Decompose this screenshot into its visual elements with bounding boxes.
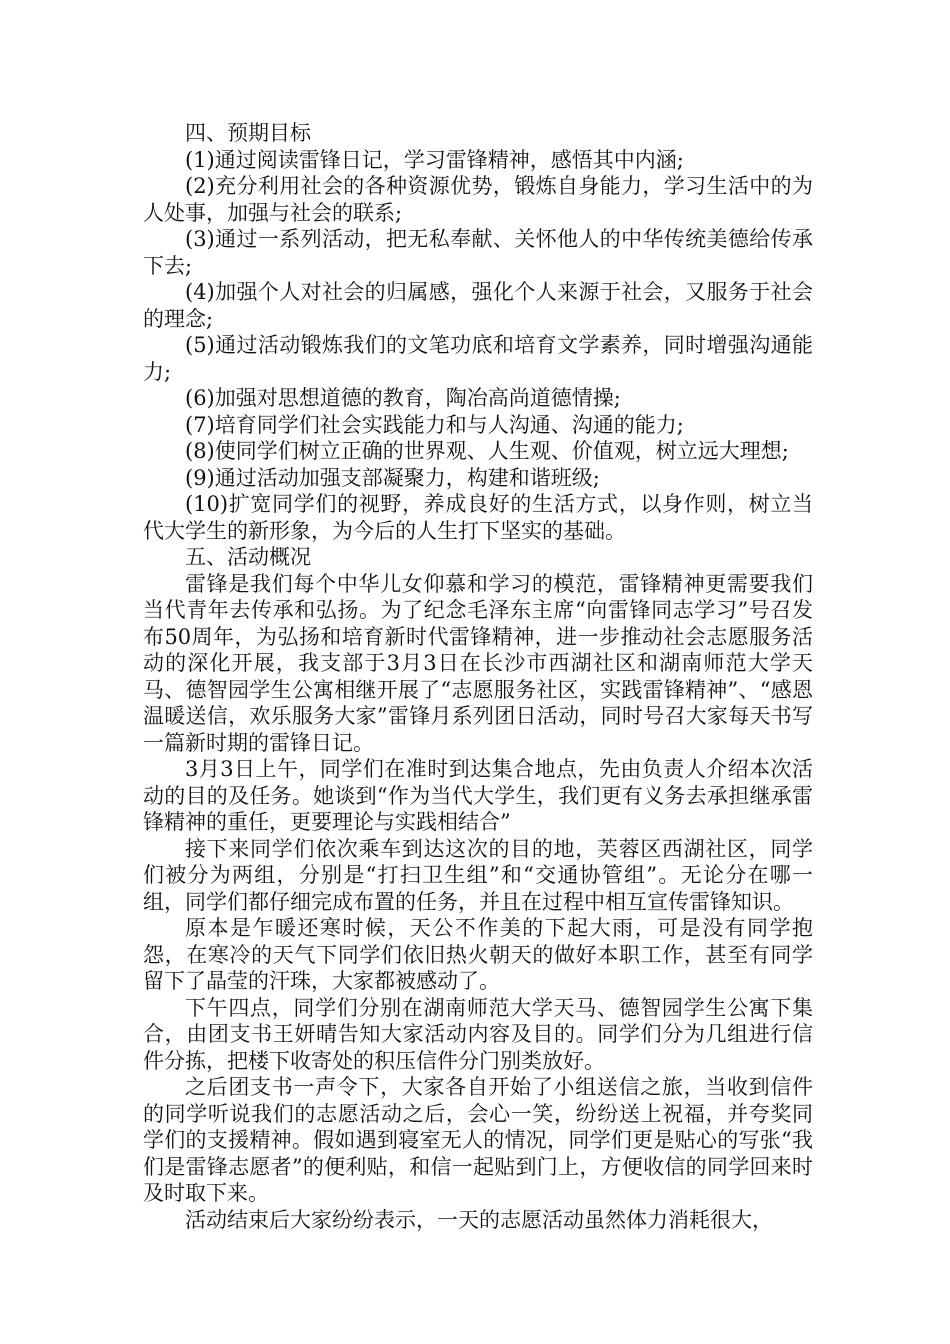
goal-item-5: (5)通过活动锻炼我们的文笔功底和培育文学素养，同时增强沟通能力; — [143, 333, 813, 384]
overview-paragraph-2: 3月3日上午，同学们在准时到达集合地点，先由负责人介绍本次活动的目的及任务。她谈到“作为当代大学生，我们更有义务去承担继承雷锋精神的重任，更要理论与实践相结合” — [143, 757, 813, 834]
goal-item-8: (8)使同学们树立正确的世界观、人生观、价值观，树立远大理想; — [185, 439, 789, 463]
overview-paragraph-3: 接下来同学们依次乘车到达这次的目的地，芙蓉区西湖社区，同学们被分为两组，分别是“打扫卫生组”和“交通协管组”。无论分在哪一组，同学们都仔细完成布置的任务，并且在过程中相互宣传雷锋知识。 — [143, 836, 813, 914]
section-heading-goals: 四、预期目标 — [185, 121, 311, 145]
goal-item-2: (2)充分利用社会的各种资源优势，锻炼自身能力，学习生活中的为人处事，加强与社会的联系; — [143, 174, 813, 225]
section-heading-overview: 五、活动概况 — [185, 545, 311, 569]
goal-item-10: (10)扩宽同学们的视野，养成良好的生活方式，以身作则，树立当代大学生的新形象，为今后的人生打下坚实的基础。 — [143, 492, 813, 543]
overview-paragraph-6: 之后团支书一声令下，大家各自开始了小组送信之旅，当收到信件的同学听说我们的志愿活动之后，会心一笑，纷纷送上祝福，并夸奖同学们的支援精神。假如遇到寝室无人的情况，同学们更是贴心的写张“我们是雷锋志愿者”的便利贴，和信一起贴到门上，方便收信的同学回来时及时取下来。 — [143, 1075, 813, 1205]
goal-item-6: (6)加强对思想道德的教育，陶冶高尚道德情操; — [185, 386, 621, 410]
overview-paragraph-4: 原本是乍暖还寒时候，天公不作美的下起大雨，可是没有同学抱怨，在寒冷的天气下同学们依旧热火朝天的做好本职工作，甚至有同学留下了晶莹的汗珠，大家都被感动了。 — [143, 916, 813, 993]
goal-item-9: (9)通过活动加强支部凝聚力，构建和谐班级; — [185, 465, 600, 490]
goal-item-1: (1)通过阅读雷锋日记，学习雷锋精神，感悟其中内涵; — [185, 147, 684, 172]
overview-paragraph-7: 活动结束后大家纷纷表示，一天的志愿活动虽然体力消耗很大， — [185, 1207, 773, 1232]
overview-paragraph-5: 下午四点，同学们分别在湖南师范大学天马、德智园学生公寓下集合，由团支书王妍晴告知大家活动内容及目的。同学们分为几组进行信件分拣，把楼下收寄处的积压信件分门别类放好。 — [143, 995, 813, 1073]
overview-paragraph-1: 雷锋是我们每个中华儿女仰慕和学习的模范，雷锋精神更需要我们当代青年去传承和弘扬。为了纪念毛泽东主席“向雷锋同志学习”号召发布50周年，为弘扬和培育新时代雷锋精神，进一步推动社会志愿服务活动的深化开展，我支部于3月3日在长沙市西湖社区和湖南师范大学天马、德智园学生公寓相继开展了“志愿服务社区，实践雷锋精神”、“感恩温暖送信，欢乐服务大家”雷锋月系列团日活动，同时号召大家每天书写一篇新时期的雷锋日记。 — [143, 571, 813, 755]
goal-item-3: (3)通过一系列活动，把无私奉献、关怀他人的中华传统美德给传承下去; — [143, 227, 813, 278]
goal-item-7: (7)培育同学们社会实践能力和与人沟通、沟通的能力; — [185, 412, 684, 437]
goal-item-4: (4)加强个人对社会的归属感，强化个人来源于社会，又服务于社会的理念; — [143, 280, 813, 331]
document-body — [143, 120, 813, 1233]
